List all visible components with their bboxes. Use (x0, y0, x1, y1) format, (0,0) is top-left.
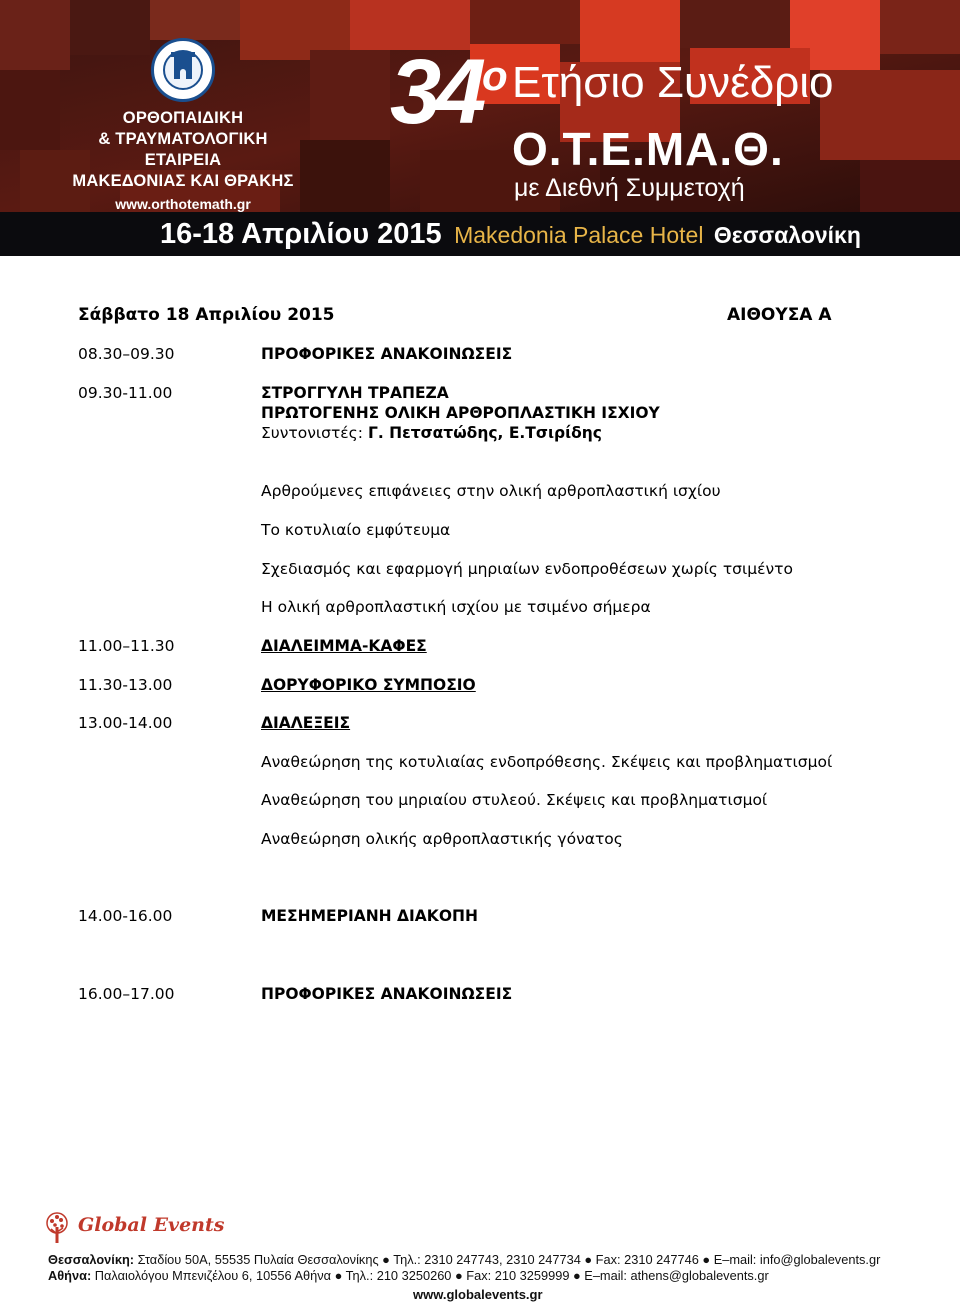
session-time: 14.00-16.00 (78, 907, 173, 925)
session-title: ΜΕΣΗΜΕΡΙΑΝΗ ΔΙΑΚΟΠΗ (261, 907, 478, 925)
society-name-line-3: ΜΑΚΕΔΟΝΙΑΣ ΚΑΙ ΘΡΑΚΗΣ (72, 172, 294, 190)
moderators-names: Γ. Πετσατώδης, Ε.Τσιρίδης (367, 424, 602, 442)
program-room: ΑΙΘΟΥΣΑ Α (727, 305, 832, 325)
session-moderators (261, 424, 602, 442)
session-time: 11.30-13.00 (78, 676, 173, 694)
session-title: ΔΙΑΛΕΙΜΜΑ-ΚΑΦΕΣ (261, 637, 427, 655)
talk-title: Σχεδιασμός και εφαρμογή μηριαίων ενδοπροθέσεων χωρίς τσιμέντο (261, 560, 793, 578)
footer-website-link[interactable]: www.globalevents.gr (413, 1287, 543, 1302)
session-subtitle: ΠΡΩΤΟΓΕΝΗΣ ΟΛΙΚΗ ΑΡΘΡΟΠΛΑΣΤΙΚΗ ΙΣΧΙΟΥ (261, 404, 660, 422)
session-time: 16.00–17.00 (78, 985, 175, 1003)
brand-name: Global Events (78, 1214, 225, 1236)
congress-city: Θεσσαλονίκη (713, 222, 861, 248)
talk-title: Αναθεώρηση του μηριαίου στυλεού. Σκέψεις και προβληματισμοί (261, 791, 768, 809)
society-website[interactable]: www.orthotemath.gr (115, 196, 251, 212)
talk-title: Αναθεώρηση της κοτυλιαίας ενδοπρόθεσης. Σκέψεις και προβληματισμοί (261, 753, 833, 771)
session-title: ΠΡΟΦΟΡΙΚΕΣ ΑΝΑΚΟΙΝΩΣΕΙΣ (261, 985, 513, 1003)
session-time: 08.30–09.30 (78, 345, 175, 363)
society-seal-icon (151, 38, 215, 102)
footer-athens-contact (48, 1268, 769, 1283)
congress-dates: 16-18 Απριλίου 2015 (160, 218, 442, 250)
session-time: 09.30-11.00 (78, 384, 173, 402)
session-title: ΔΙΑΛΕΞΕΙΣ (261, 714, 351, 732)
session-title: ΣΤΡΟΓΓΥΛΗ ΤΡΑΠΕΖΑ (261, 384, 449, 402)
talk-title: Αρθρούμενες επιφάνειες στην ολική αρθροπλαστική ισχίου (261, 482, 721, 500)
date-venue-bar (0, 212, 960, 256)
tree-icon (42, 1212, 72, 1246)
session-time: 13.00-14.00 (78, 714, 173, 732)
congress-organization: Ο.Τ.Ε.ΜΑ.Θ. (512, 123, 784, 175)
footer-contact-details: Παλαιολόγου Μπενιζέλου 6, 10556 Αθήνα ● Τηλ.: 210 3250260 ● Fax: 210 3259999 ● E–mail: athens@globalevents.gr (94, 1268, 769, 1283)
society-name-line-2: & ΤΡΑΥΜΑΤΟΛΟΓΙΚΗ ΕΤΑΙΡΕΙΑ (98, 130, 268, 169)
footer-thessaloniki-contact (48, 1252, 880, 1267)
program-day: Σάββατο 18 Απριλίου 2015 (78, 305, 335, 325)
session-title: ΔΟΡΥΦΟΡΙΚΟ ΣΥΜΠΟΣΙΟ (261, 676, 476, 694)
footer-city: Θεσσαλονίκη: (48, 1252, 135, 1267)
congress-number: 34 (390, 41, 481, 143)
congress-number-suffix: ο (482, 52, 508, 99)
congress-title-block (390, 38, 950, 208)
talk-title: Η ολική αρθροπλαστική ισχίου με τσιμένο σήμερα (261, 598, 651, 616)
congress-banner (0, 0, 960, 256)
congress-subtitle: με Διεθνή Συμμετοχή (514, 174, 745, 202)
talk-title: Αναθεώρηση ολικής αρθροπλαστικής γόνατος (261, 830, 623, 848)
talk-title: Το κοτυλιαίο εμφύτευμα (261, 521, 451, 539)
footer-contact-details: Σταδίου 50Α, 55535 Πυλαία Θεσσαλονίκης ● Τηλ.: 2310 247743, 2310 247734 ● Fax: 2310 247746 ● E–mail: info@globalevents.gr (137, 1252, 881, 1267)
congress-venue: Makedonia Palace Hotel (454, 222, 704, 248)
session-title: ΠΡΟΦΟΡΙΚΕΣ ΑΝΑΚΟΙΝΩΣΕΙΣ (261, 345, 513, 363)
congress-title: Ετήσιο Συνέδριο (512, 58, 834, 107)
session-time: 11.00–11.30 (78, 637, 175, 655)
society-logo-block (58, 38, 308, 212)
global-events-logo (42, 1212, 225, 1248)
footer-city: Αθήνα: (48, 1268, 92, 1283)
moderators-label: Συντονιστές: (261, 424, 363, 442)
society-name-line-1: ΟΡΘΟΠΑΙΔΙΚΗ (122, 109, 244, 127)
